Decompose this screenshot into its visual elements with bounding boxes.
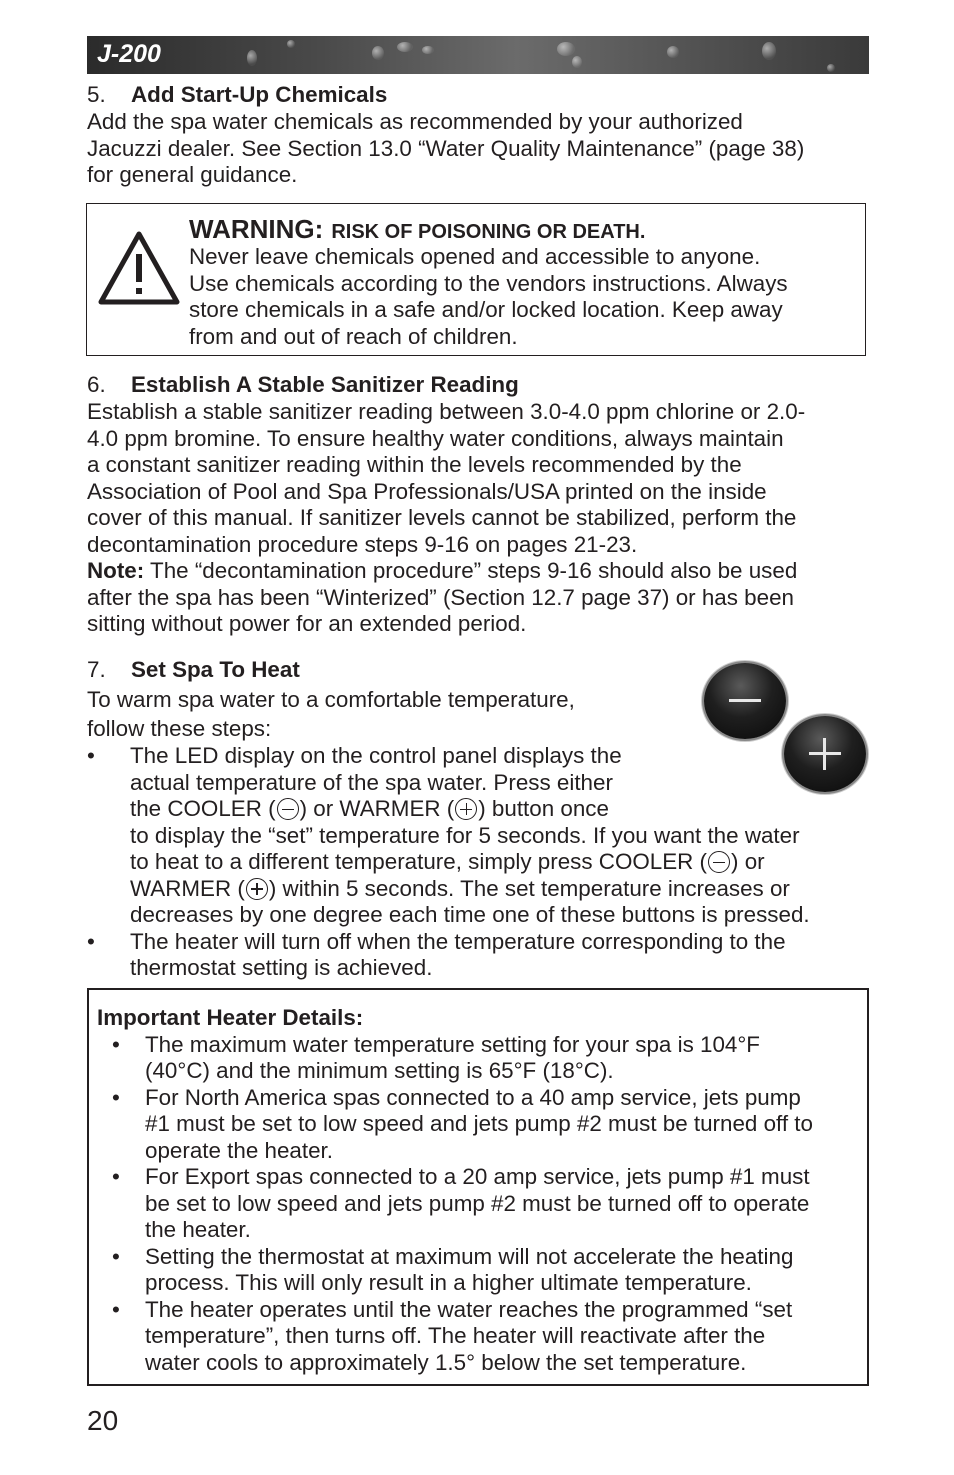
bullet: • xyxy=(112,1031,120,1057)
list-text: (40°C) and the minimum setting is 65°F (18°C). xyxy=(145,1058,614,1083)
warning-box xyxy=(86,203,866,356)
list-item xyxy=(97,1244,867,1297)
list-text: For North America spas connected to a 40 amp service, jets pump xyxy=(145,1084,801,1110)
warning-line: store chemicals in a safe and/or locked location. Keep away xyxy=(189,297,783,322)
list-text: to display the “set” temperature for 5 seconds. If you want the water xyxy=(130,822,800,848)
section-text: cover of this manual. If sanitizer levels cannot be stabilized, perform the xyxy=(87,505,797,530)
bullet: • xyxy=(87,928,95,954)
list-item xyxy=(97,1297,867,1377)
section-6 xyxy=(87,372,877,638)
list-item xyxy=(97,1032,867,1085)
section-number: 7. xyxy=(87,657,106,682)
section-title: Set Spa To Heat xyxy=(131,657,300,682)
section-text: To warm spa water to a comfortable temperature, xyxy=(87,687,575,712)
note-text: after the spa has been “Winterized” (Section 12.7 page 37) or has been xyxy=(87,584,794,610)
list-text: #1 must be set to low speed and jets pump #2 must be turned off to xyxy=(145,1111,813,1136)
section-7 xyxy=(87,657,877,982)
warning-line: Use chemicals according to the vendors instructions. Always xyxy=(189,270,788,296)
page-number: 20 xyxy=(87,1405,119,1436)
list-text: the heater. xyxy=(145,1217,251,1242)
list-text: actual temperature of the spa water. Press either xyxy=(130,769,613,795)
list-text: temperature”, then turns off. The heater will reactivate after the xyxy=(145,1323,766,1348)
warning-line: from and out of reach of children. xyxy=(189,323,518,349)
warning-label: WARNING: xyxy=(189,214,324,244)
bullet: • xyxy=(112,1296,120,1322)
list-item xyxy=(97,1085,867,1165)
note-text: sitting without power for an extended period. xyxy=(87,611,527,636)
section-text: Jacuzzi dealer. See Section 13.0 “Water Quality Maintenance” (page 38) xyxy=(87,135,805,161)
plus-icon xyxy=(246,878,268,900)
document-title: J-200 xyxy=(97,40,161,68)
section-title: Establish A Stable Sanitizer Reading xyxy=(131,372,519,397)
list-text: The heater will turn off when the temperature corresponding to the xyxy=(130,928,786,954)
heater-details-box xyxy=(87,988,869,1386)
list-item xyxy=(97,1164,867,1244)
plus-icon xyxy=(455,798,477,820)
warning-triangle-icon xyxy=(97,230,181,306)
bullet: • xyxy=(112,1164,120,1189)
list-item xyxy=(87,929,877,982)
list-text: be set to low speed and jets pump #2 must be turned off to operate xyxy=(145,1190,810,1216)
list-text: water cools to approximately 1.5° below the set temperature. xyxy=(145,1349,747,1375)
list-text: The maximum water temperature setting for your spa is 104°F xyxy=(145,1031,760,1057)
section-number: 5. xyxy=(87,82,106,107)
list-text: decreases by one degree each time one of these buttons is pressed. xyxy=(130,902,810,927)
bullet: • xyxy=(112,1084,120,1110)
section-number: 6. xyxy=(87,372,106,397)
section-text: follow these steps: xyxy=(87,716,272,741)
warning-text xyxy=(189,244,859,350)
list-text: Setting the thermostat at maximum will not accelerate the heating xyxy=(145,1243,794,1269)
list-text: thermostat setting is achieved. xyxy=(130,955,433,980)
section-title: Add Start-Up Chemicals xyxy=(131,82,388,107)
section-text: Association of Pool and Spa Professionals/USA printed on the inside xyxy=(87,478,767,504)
section-text: a constant sanitizer reading within the levels recommended by the xyxy=(87,452,742,477)
list-text: For Export spas connected to a 20 amp service, jets pump #1 must xyxy=(145,1164,810,1189)
bullet: • xyxy=(112,1243,120,1269)
section-text: 4.0 ppm bromine. To ensure healthy water conditions, always maintain xyxy=(87,425,784,451)
section-text: decontamination procedure steps 9-16 on pages 21-23. xyxy=(87,531,638,557)
list-text: operate the heater. xyxy=(145,1137,333,1163)
section-text: Establish a stable sanitizer reading between 3.0-4.0 ppm chlorine or 2.0- xyxy=(87,399,806,424)
bullet: • xyxy=(87,743,95,768)
list-text: The LED display on the control panel displays the xyxy=(130,743,622,768)
box-title: Important Heater Details: xyxy=(97,1005,364,1030)
header-bar xyxy=(87,36,869,74)
note-text: The “decontamination procedure” steps 9-16 should also be used xyxy=(144,558,798,583)
minus-icon xyxy=(277,798,299,820)
warning-heading xyxy=(189,214,645,245)
note-label: Note: xyxy=(87,558,145,583)
note-line xyxy=(87,558,877,585)
list-text: process. This will only result in a higher ultimate temperature. xyxy=(145,1270,752,1295)
list-text: The heater operates until the water reaches the programmed “set xyxy=(145,1296,793,1322)
warning-subtitle: RISK OF POISONING OR DEATH. xyxy=(331,221,646,243)
section-text: Add the spa water chemicals as recommended by your authorized xyxy=(87,109,743,134)
warning-line: Never leave chemicals opened and accessible to anyone. xyxy=(189,244,761,269)
heater-list xyxy=(97,1032,867,1377)
section-5 xyxy=(87,82,877,189)
section-text: for general guidance. xyxy=(87,162,298,187)
minus-icon xyxy=(708,851,730,873)
list-item: • The LED display on the control panel displays the actual temperature of the spa water. Press either the COOLER ( ) or WARMER ( ) button once to display the “set” temperature for 5 seconds. If you want the water to heat to a different temperature, simply press COOLER ( ) or WARMER ( ) within 5 seconds. The set temperature increases or decreases by one degree each time one of these buttons is pressed. xyxy=(87,743,877,929)
